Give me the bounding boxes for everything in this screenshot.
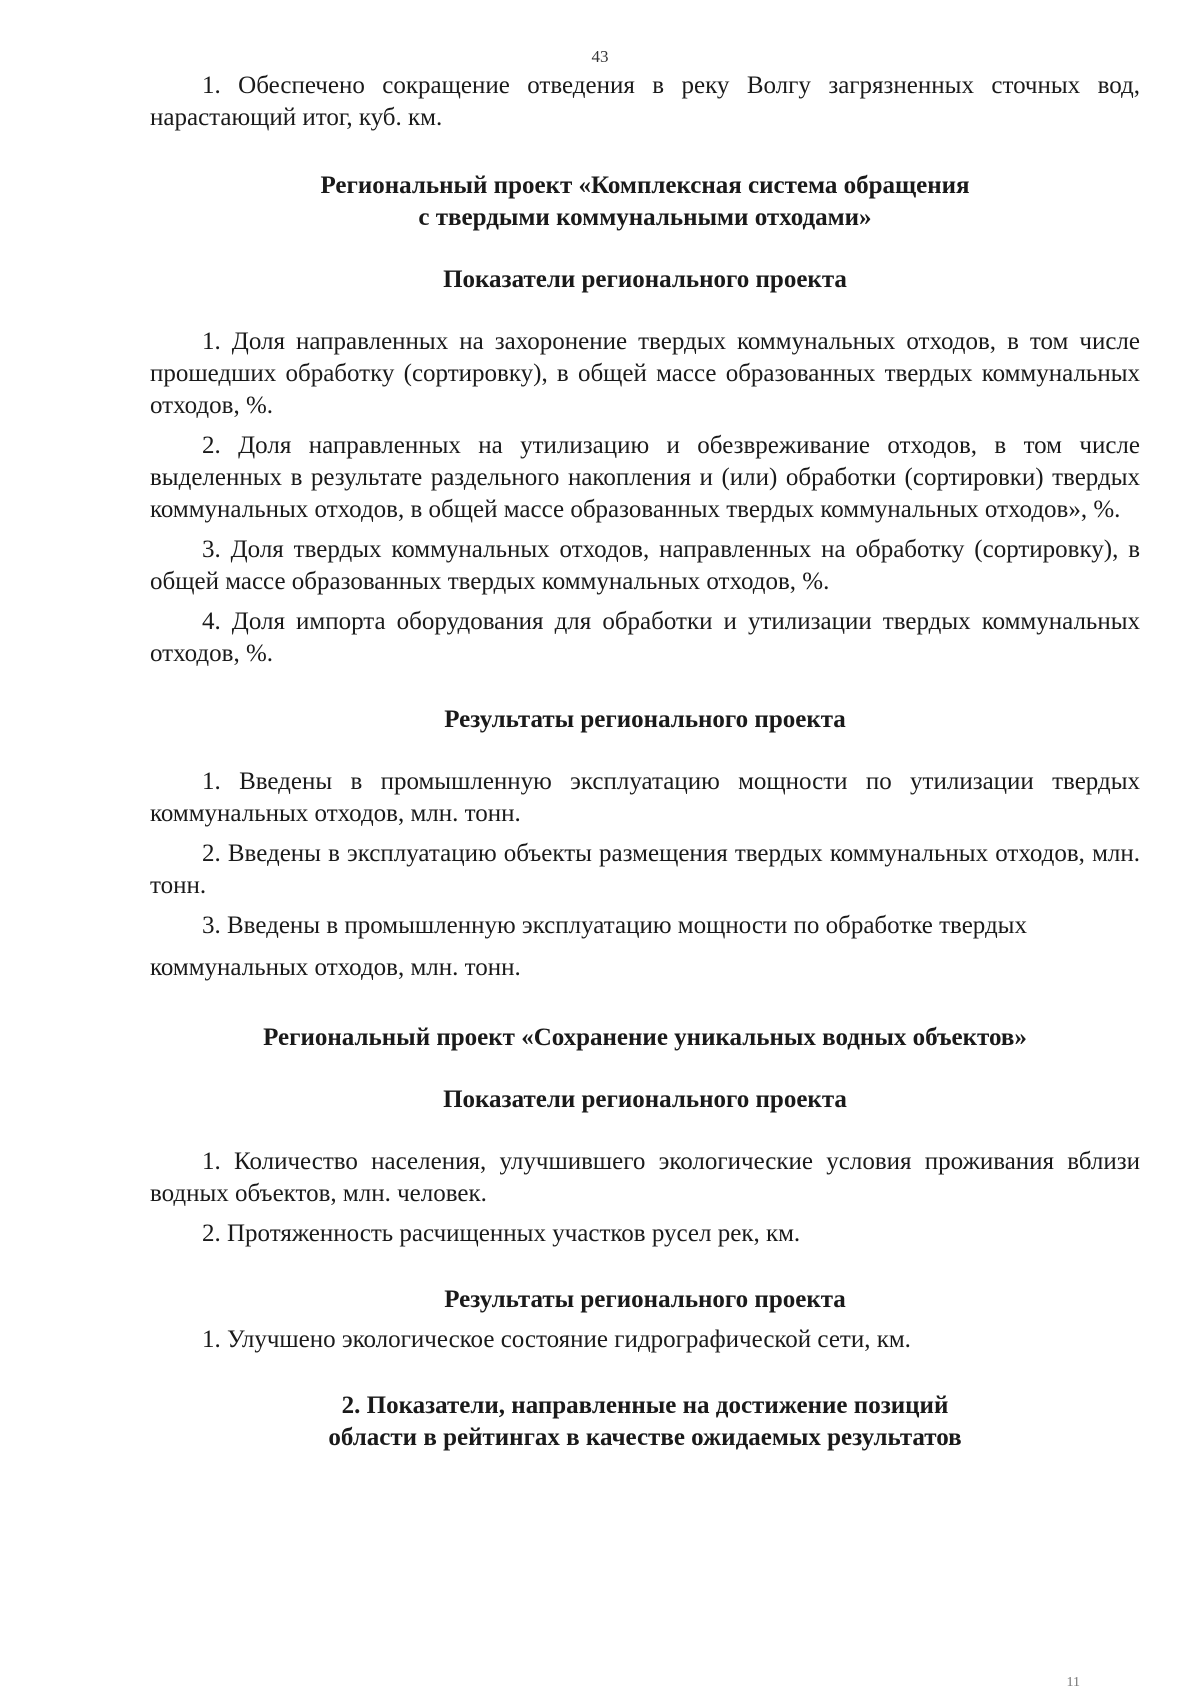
footer-mark: 11 xyxy=(1066,1675,1080,1690)
project2-results-heading: Результаты регионального проекта xyxy=(444,1286,846,1313)
project1-title-line1: Региональный проект «Комплексная система обращения xyxy=(320,172,970,199)
project2-title: Региональный проект «Сохранение уникальных водных объектов» xyxy=(263,1024,1027,1051)
project1-result-3-continued: коммунальных отходов, млн. тонн. xyxy=(150,954,521,981)
section2-title-line1: 2. Показатели, направленные на достижение позиций xyxy=(341,1392,949,1419)
project1-indicator-1: 1. Доля направленных на захоронение твердых коммунальных отходов, в том числе прошедших обработку (сортировку), в общей массе образованных твердых коммунальных отходов, %. xyxy=(150,328,1140,419)
project1-results-heading: Результаты регионального проекта xyxy=(444,706,846,733)
section2-title-line2: области в рейтингах в качестве ожидаемых результатов xyxy=(328,1424,962,1451)
paragraph-volga-wastewater: 1. Обеспечено сокращение отведения в реку Волгу загрязненных сточных вод, нарастающий итог, куб. км. xyxy=(150,72,1140,131)
document-body xyxy=(150,70,1140,1454)
project2-indicator-2: 2. Протяженность расчищенных участков русел рек, км. xyxy=(202,1220,801,1247)
project1-indicator-3: 3. Доля твердых коммунальных отходов, направленных на обработку (сортировку), в общей массе образованных твердых коммунальных отходов, %. xyxy=(150,536,1140,595)
project1-result-1: 1. Введены в промышленную эксплуатацию мощности по утилизации твердых коммунальных отходов, млн. тонн. xyxy=(150,768,1140,827)
project2-indicators-heading: Показатели регионального проекта xyxy=(443,1086,847,1113)
project1-result-2: 2. Введены в эксплуатацию объекты размещения твердых коммунальных отходов, млн. тонн. xyxy=(150,840,1140,899)
project1-indicators-heading: Показатели регионального проекта xyxy=(443,266,847,293)
project1-result-3: 3. Введены в промышленную эксплуатацию мощности по обработке твердых xyxy=(202,912,1027,939)
project1-indicator-4: 4. Доля импорта оборудования для обработки и утилизации твердых коммунальных отходов, %. xyxy=(150,608,1140,667)
project1-indicator-2: 2. Доля направленных на утилизацию и обезвреживание отходов, в том числе выделенных в результате раздельного накопления и (или) обработки (сортировки) твердых коммунальных отходов, в общей массе образованных твердых коммунальных отходов», %. xyxy=(150,432,1140,523)
project1-title-line2: с твердыми коммунальными отходами» xyxy=(418,204,872,231)
project2-result-1: 1. Улучшено экологическое состояние гидрографической сети, км. xyxy=(202,1326,911,1353)
project2-indicator-1: 1. Количество населения, улучшившего экологические условия проживания вблизи водных объектов, млн. человек. xyxy=(150,1148,1140,1207)
page-number: 43 xyxy=(591,47,609,66)
